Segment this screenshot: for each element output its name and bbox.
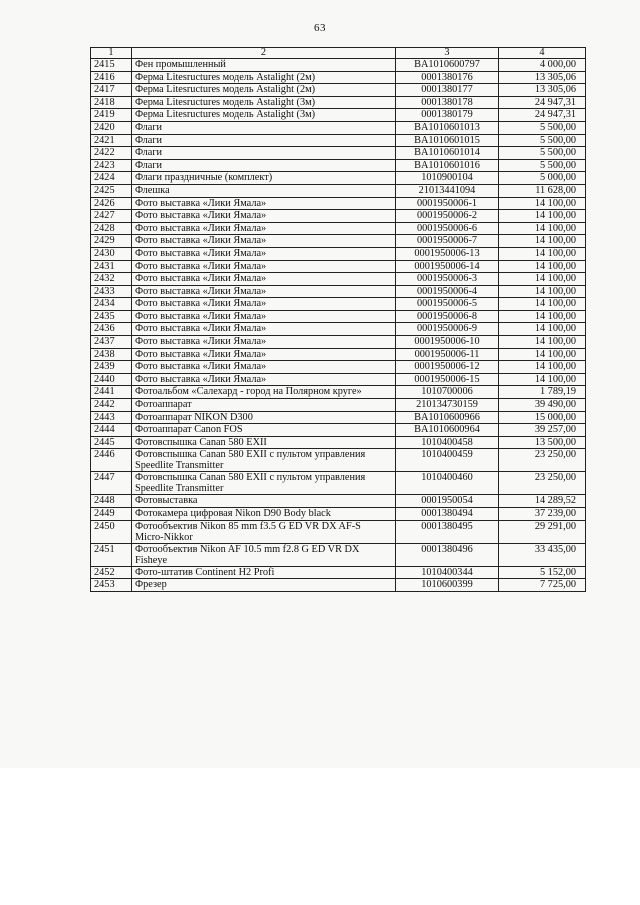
item-name: Фото выставка «Лики Ямала» bbox=[132, 310, 396, 323]
row-number: 2438 bbox=[91, 348, 132, 361]
row-number: 2423 bbox=[91, 159, 132, 172]
amount: 14 100,00 bbox=[499, 323, 586, 336]
amount: 5 500,00 bbox=[499, 134, 586, 147]
item-name: Фото выставка «Лики Ямала» bbox=[132, 222, 396, 235]
inventory-code: BA1010600964 bbox=[396, 424, 499, 437]
item-name: Ферма Litesructures модель Astalight (2м) bbox=[132, 84, 396, 97]
row-number: 2425 bbox=[91, 184, 132, 197]
item-name: Фото выставка «Лики Ямала» bbox=[132, 197, 396, 210]
table-body bbox=[91, 59, 586, 592]
amount: 13 305,06 bbox=[499, 84, 586, 97]
table-row bbox=[91, 373, 586, 386]
item-name: Фотоальбом «Салехард - город на Полярном круге» bbox=[132, 386, 396, 399]
inventory-code: 0001950006-5 bbox=[396, 298, 499, 311]
inventory-code: 1010600399 bbox=[396, 579, 499, 592]
amount: 4 000,00 bbox=[499, 59, 586, 72]
amount: 14 100,00 bbox=[499, 310, 586, 323]
row-number: 2442 bbox=[91, 399, 132, 412]
row-number: 2415 bbox=[91, 59, 132, 72]
row-number: 2426 bbox=[91, 197, 132, 210]
table-row bbox=[91, 134, 586, 147]
item-name: Фото выставка «Лики Ямала» bbox=[132, 235, 396, 248]
inventory-code: 0001950006-7 bbox=[396, 235, 499, 248]
amount: 24 947,31 bbox=[499, 96, 586, 109]
inventory-code: 0001380178 bbox=[396, 96, 499, 109]
inventory-code: 0001380494 bbox=[396, 508, 499, 521]
table-row bbox=[91, 399, 586, 412]
amount: 14 100,00 bbox=[499, 210, 586, 223]
table-row bbox=[91, 336, 586, 349]
amount: 29 291,00 bbox=[499, 520, 586, 543]
item-name: Фотоаппарат Canon FOS bbox=[132, 424, 396, 437]
amount: 14 100,00 bbox=[499, 260, 586, 273]
column-header-number: 1 bbox=[91, 48, 132, 59]
row-number: 2446 bbox=[91, 449, 132, 472]
inventory-code: 1010400344 bbox=[396, 566, 499, 579]
table-row bbox=[91, 147, 586, 160]
table-row bbox=[91, 159, 586, 172]
table-row bbox=[91, 59, 586, 72]
item-name: Флаги bbox=[132, 147, 396, 160]
column-header-name: 2 bbox=[132, 48, 396, 59]
amount: 33 435,00 bbox=[499, 543, 586, 566]
table-row bbox=[91, 411, 586, 424]
inventory-code: 0001950006-2 bbox=[396, 210, 499, 223]
inventory-code: 21013441094 bbox=[396, 184, 499, 197]
table-row bbox=[91, 298, 586, 311]
table-row bbox=[91, 386, 586, 399]
inventory-code: 1010700006 bbox=[396, 386, 499, 399]
inventory-code: 0001950006-14 bbox=[396, 260, 499, 273]
amount: 14 100,00 bbox=[499, 336, 586, 349]
inventory-code: BA1010601013 bbox=[396, 121, 499, 134]
item-name: Фотовспышка Canan 580 EXII с пультом управления Speedlite Transmitter bbox=[132, 449, 396, 472]
table-row bbox=[91, 84, 586, 97]
item-name: Ферма Litesructures модель Astalight (3м) bbox=[132, 109, 396, 122]
table-row bbox=[91, 348, 586, 361]
item-name: Фотообъектив Nikon 85 mm f3.5 G ED VR DX AF-S Micro-Nikkor bbox=[132, 520, 396, 543]
inventory-code: 0001380495 bbox=[396, 520, 499, 543]
item-name: Фрезер bbox=[132, 579, 396, 592]
item-name: Флаги bbox=[132, 121, 396, 134]
row-number: 2441 bbox=[91, 386, 132, 399]
inventory-code: 1010400460 bbox=[396, 472, 499, 495]
table-row bbox=[91, 579, 586, 592]
row-number: 2437 bbox=[91, 336, 132, 349]
row-number: 2417 bbox=[91, 84, 132, 97]
amount: 14 100,00 bbox=[499, 285, 586, 298]
row-number: 2435 bbox=[91, 310, 132, 323]
row-number: 2418 bbox=[91, 96, 132, 109]
inventory-code: 0001380179 bbox=[396, 109, 499, 122]
table-row bbox=[91, 222, 586, 235]
table-row bbox=[91, 361, 586, 374]
inventory-code: 0001950054 bbox=[396, 495, 499, 508]
item-name: Фото выставка «Лики Ямала» bbox=[132, 260, 396, 273]
amount: 39 257,00 bbox=[499, 424, 586, 437]
inventory-code: 0001950006-9 bbox=[396, 323, 499, 336]
inventory-code: 1010400459 bbox=[396, 449, 499, 472]
item-name: Фотокамера цифровая Nikon D90 Body black bbox=[132, 508, 396, 521]
inventory-code: BA1010600966 bbox=[396, 411, 499, 424]
amount: 5 152,00 bbox=[499, 566, 586, 579]
amount: 14 100,00 bbox=[499, 235, 586, 248]
row-number: 2443 bbox=[91, 411, 132, 424]
table-row bbox=[91, 121, 586, 134]
item-name: Фото выставка «Лики Ямала» bbox=[132, 348, 396, 361]
row-number: 2440 bbox=[91, 373, 132, 386]
row-number: 2419 bbox=[91, 109, 132, 122]
inventory-code: 0001950006-15 bbox=[396, 373, 499, 386]
page-number: 63 bbox=[314, 22, 326, 34]
table-row bbox=[91, 96, 586, 109]
amount: 39 490,00 bbox=[499, 399, 586, 412]
column-header-code: 3 bbox=[396, 48, 499, 59]
table-row bbox=[91, 566, 586, 579]
table-row bbox=[91, 235, 586, 248]
item-name: Фото выставка «Лики Ямала» bbox=[132, 373, 396, 386]
row-number: 2436 bbox=[91, 323, 132, 336]
inventory-code: 1010900104 bbox=[396, 172, 499, 185]
inventory-code: 0001950006-8 bbox=[396, 310, 499, 323]
row-number: 2421 bbox=[91, 134, 132, 147]
amount: 23 250,00 bbox=[499, 449, 586, 472]
item-name: Ферма Litesructures модель Astalight (3м) bbox=[132, 96, 396, 109]
inventory-code: 0001950006-12 bbox=[396, 361, 499, 374]
inventory-code: 0001950006-1 bbox=[396, 197, 499, 210]
amount: 14 100,00 bbox=[499, 197, 586, 210]
amount: 14 100,00 bbox=[499, 373, 586, 386]
table-row bbox=[91, 508, 586, 521]
row-number: 2452 bbox=[91, 566, 132, 579]
amount: 14 100,00 bbox=[499, 273, 586, 286]
row-number: 2445 bbox=[91, 436, 132, 449]
item-name: Фотоаппарат NIKON D300 bbox=[132, 411, 396, 424]
item-name: Фото-штатив Continent H2 Profi bbox=[132, 566, 396, 579]
item-name: Фен промышленный bbox=[132, 59, 396, 72]
amount: 5 000,00 bbox=[499, 172, 586, 185]
table-row bbox=[91, 184, 586, 197]
row-number: 2432 bbox=[91, 273, 132, 286]
row-number: 2424 bbox=[91, 172, 132, 185]
row-number: 2449 bbox=[91, 508, 132, 521]
table-row bbox=[91, 197, 586, 210]
inventory-code: BA1010601016 bbox=[396, 159, 499, 172]
item-name: Фотовспышка Canan 580 EXII с пультом управления Speedlite Transmitter bbox=[132, 472, 396, 495]
amount: 14 100,00 bbox=[499, 361, 586, 374]
row-number: 2447 bbox=[91, 472, 132, 495]
amount: 37 239,00 bbox=[499, 508, 586, 521]
inventory-code: 0001380177 bbox=[396, 84, 499, 97]
table-row bbox=[91, 495, 586, 508]
item-name: Фото выставка «Лики Ямала» bbox=[132, 285, 396, 298]
amount: 14 289,52 bbox=[499, 495, 586, 508]
item-name: Фото выставка «Лики Ямала» bbox=[132, 336, 396, 349]
inventory-code: 0001950006-6 bbox=[396, 222, 499, 235]
amount: 24 947,31 bbox=[499, 109, 586, 122]
row-number: 2416 bbox=[91, 71, 132, 84]
row-number: 2450 bbox=[91, 520, 132, 543]
inventory-code: 0001950006-11 bbox=[396, 348, 499, 361]
row-number: 2433 bbox=[91, 285, 132, 298]
row-number: 2448 bbox=[91, 495, 132, 508]
table-row bbox=[91, 449, 586, 472]
inventory-code: 0001950006-3 bbox=[396, 273, 499, 286]
row-number: 2434 bbox=[91, 298, 132, 311]
item-name: Фотовыставка bbox=[132, 495, 396, 508]
item-name: Флаги bbox=[132, 134, 396, 147]
item-name: Фото выставка «Лики Ямала» bbox=[132, 210, 396, 223]
amount: 14 100,00 bbox=[499, 222, 586, 235]
amount: 14 100,00 bbox=[499, 348, 586, 361]
row-number: 2451 bbox=[91, 543, 132, 566]
inventory-code: BA1010601015 bbox=[396, 134, 499, 147]
inventory-code: BA1010600797 bbox=[396, 59, 499, 72]
inventory-code: 210134730159 bbox=[396, 399, 499, 412]
amount: 15 000,00 bbox=[499, 411, 586, 424]
inventory-code: 1010400458 bbox=[396, 436, 499, 449]
amount: 11 628,00 bbox=[499, 184, 586, 197]
table-row bbox=[91, 285, 586, 298]
amount: 5 500,00 bbox=[499, 147, 586, 160]
table-row bbox=[91, 71, 586, 84]
inventory-table bbox=[90, 47, 586, 592]
inventory-code: 0001380176 bbox=[396, 71, 499, 84]
table-row bbox=[91, 424, 586, 437]
inventory-code: 0001380496 bbox=[396, 543, 499, 566]
table-row bbox=[91, 310, 586, 323]
table-row bbox=[91, 247, 586, 260]
item-name: Фото выставка «Лики Ямала» bbox=[132, 361, 396, 374]
table-row bbox=[91, 323, 586, 336]
amount: 7 725,00 bbox=[499, 579, 586, 592]
row-number: 2431 bbox=[91, 260, 132, 273]
row-number: 2429 bbox=[91, 235, 132, 248]
column-header-amount: 4 bbox=[499, 48, 586, 59]
row-number: 2427 bbox=[91, 210, 132, 223]
table-row bbox=[91, 436, 586, 449]
row-number: 2439 bbox=[91, 361, 132, 374]
row-number: 2430 bbox=[91, 247, 132, 260]
row-number: 2420 bbox=[91, 121, 132, 134]
amount: 14 100,00 bbox=[499, 298, 586, 311]
row-number: 2444 bbox=[91, 424, 132, 437]
table-row bbox=[91, 543, 586, 566]
inventory-code: 0001950006-10 bbox=[396, 336, 499, 349]
item-name: Флешка bbox=[132, 184, 396, 197]
amount: 13 305,06 bbox=[499, 71, 586, 84]
item-name: Фото выставка «Лики Ямала» bbox=[132, 323, 396, 336]
table-row bbox=[91, 210, 586, 223]
table-row bbox=[91, 109, 586, 122]
amount: 13 500,00 bbox=[499, 436, 586, 449]
amount: 5 500,00 bbox=[499, 121, 586, 134]
inventory-code: BA1010601014 bbox=[396, 147, 499, 160]
row-number: 2453 bbox=[91, 579, 132, 592]
amount: 14 100,00 bbox=[499, 247, 586, 260]
table-row bbox=[91, 472, 586, 495]
row-number: 2428 bbox=[91, 222, 132, 235]
item-name: Флаги bbox=[132, 159, 396, 172]
amount: 23 250,00 bbox=[499, 472, 586, 495]
table-row bbox=[91, 520, 586, 543]
amount: 1 789,19 bbox=[499, 386, 586, 399]
item-name: Фото выставка «Лики Ямала» bbox=[132, 247, 396, 260]
item-name: Флаги праздничные (комплект) bbox=[132, 172, 396, 185]
row-number: 2422 bbox=[91, 147, 132, 160]
item-name: Ферма Litesructures модель Astalight (2м) bbox=[132, 71, 396, 84]
table-header-row bbox=[91, 48, 586, 59]
item-name: Фото выставка «Лики Ямала» bbox=[132, 273, 396, 286]
table-row bbox=[91, 260, 586, 273]
item-name: Фото выставка «Лики Ямала» bbox=[132, 298, 396, 311]
item-name: Фотообъектив Nikon AF 10.5 mm f2.8 G ED VR DX Fisheye bbox=[132, 543, 396, 566]
item-name: Фотоаппарат bbox=[132, 399, 396, 412]
table-row bbox=[91, 273, 586, 286]
table-row bbox=[91, 172, 586, 185]
item-name: Фотовспышка Canan 580 EXII bbox=[132, 436, 396, 449]
amount: 5 500,00 bbox=[499, 159, 586, 172]
inventory-code: 0001950006-4 bbox=[396, 285, 499, 298]
inventory-code: 0001950006-13 bbox=[396, 247, 499, 260]
